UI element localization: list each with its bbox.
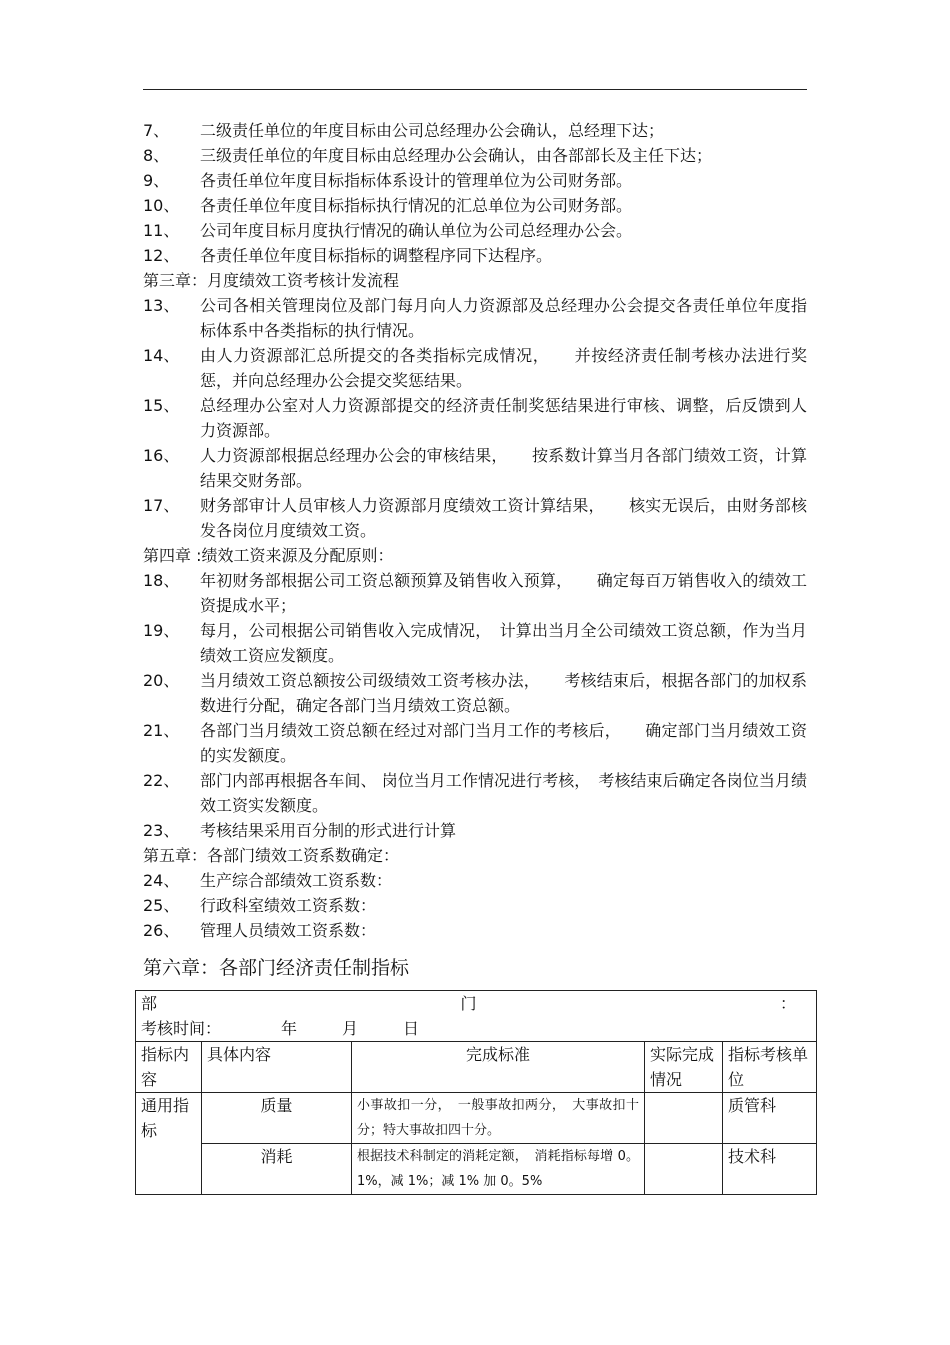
list-item xyxy=(143,868,807,893)
header-rule xyxy=(143,89,807,90)
day-label: 日 xyxy=(403,1019,420,1038)
list-item xyxy=(143,893,807,918)
item-number: 21、 xyxy=(143,721,180,740)
item-text: 人力资源部根据总经理办公会的审核结果， 按系数计算当月各部门绩效工资，计算结果交财务部。 xyxy=(200,446,807,490)
item-text: 各责任单位年度目标指标的调整程序同下达程序。 xyxy=(200,246,553,265)
item-number: 12、 xyxy=(143,246,180,265)
year-label: 年 xyxy=(281,1019,298,1038)
item-text: 各责任单位年度目标指标体系设计的管理单位为公司财务部。 xyxy=(200,171,633,190)
col-header-actual: 实际完成情况 xyxy=(645,1042,723,1093)
item-text: 行政科室绩效工资系数： xyxy=(200,896,377,915)
item-number: 15、 xyxy=(143,396,180,415)
item-text: 年初财务部根据公司工资总额预算及销售收入预算， 确定每百万销售收入的绩效工资提成水平； xyxy=(200,571,807,615)
chapter-4-heading: 第四章 :绩效工资来源及分配原则： xyxy=(143,546,394,565)
table-row xyxy=(136,1093,817,1144)
item-text: 三级责任单位的年度目标由总经理办公会确认，由各部部长及主任下达； xyxy=(200,146,713,165)
list-item xyxy=(143,343,807,393)
item-number: 11、 xyxy=(143,221,180,240)
item-number: 26、 xyxy=(143,921,180,940)
time-line xyxy=(141,1016,811,1041)
list-item xyxy=(143,818,807,843)
chapter-5-heading: 第五章：各部门绩效工资系数确定： xyxy=(143,846,400,865)
dept-time-cell xyxy=(136,991,817,1042)
chapter-3-heading: 第三章：月度绩效工资考核计发流程 xyxy=(143,271,400,290)
dept-line xyxy=(141,991,811,1016)
item-number: 17、 xyxy=(143,496,180,515)
chapter-6-heading: 第六章：各部门经济责任制指标 xyxy=(143,957,410,979)
list-item xyxy=(143,618,807,668)
item-number: 9、 xyxy=(143,171,170,190)
unit-cell: 技术科 xyxy=(723,1144,817,1195)
table-column-headers xyxy=(136,1042,817,1093)
item-number: 19、 xyxy=(143,621,180,640)
actual-cell[interactable] xyxy=(645,1144,723,1195)
list-item xyxy=(143,718,807,768)
col-header-standard: 完成标准 xyxy=(352,1042,645,1093)
item-number: 14、 xyxy=(143,346,180,365)
document-body xyxy=(143,118,807,943)
col-header-indicator: 指标内容 xyxy=(136,1042,202,1093)
item-text: 部门内部再根据各车间、 岗位当月工作情况进行考核， 考核结束后确定各岗位当月绩效工资实发额度。 xyxy=(200,771,807,815)
item-text: 管理人员绩效工资系数： xyxy=(200,921,377,940)
item-number: 8、 xyxy=(143,146,170,165)
item-list-c xyxy=(143,568,807,843)
item-number: 20、 xyxy=(143,671,180,690)
item-text: 总经理办公室对人力资源部提交的经济责任制奖惩结果进行审核、调整，后反馈到人力资源部。 xyxy=(200,396,807,440)
item-text: 各部门当月绩效工资总额在经过对部门当月工作的考核后， 确定部门当月绩效工资的实发额度。 xyxy=(200,721,807,765)
unit-cell: 质管科 xyxy=(723,1093,817,1144)
standard-cell: 小事故扣一分， 一般事故扣两分， 大事故扣十分；特大事故扣四十分。 xyxy=(352,1093,645,1144)
content-cell: 质量 xyxy=(202,1093,352,1144)
list-item xyxy=(143,668,807,718)
dept-label-b: 门 xyxy=(460,994,477,1013)
item-number: 22、 xyxy=(143,771,180,790)
list-item xyxy=(143,168,807,193)
item-text: 每月，公司根据公司销售收入完成情况， 计算出当月全公司绩效工资总额，作为当月绩效工资应发额度。 xyxy=(200,621,807,665)
group-cell: 通用指标 xyxy=(136,1093,202,1195)
item-text: 当月绩效工资总额按公司级绩效工资考核办法， 考核结束后，根据各部门的加权系数进行分配，确定各部门当月绩效工资总额。 xyxy=(200,671,807,715)
item-number: 7、 xyxy=(143,121,170,140)
item-number: 13、 xyxy=(143,296,180,315)
list-item xyxy=(143,118,807,143)
item-number: 10、 xyxy=(143,196,180,215)
list-item xyxy=(143,293,807,343)
item-text: 各责任单位年度目标指标执行情况的汇总单位为公司财务部。 xyxy=(200,196,633,215)
item-text: 由人力资源部汇总所提交的各类指标完成情况， 并按经济责任制考核办法进行奖惩，并向总经理办公会提交奖惩结果。 xyxy=(200,346,807,390)
list-item xyxy=(143,143,807,168)
item-text: 考核结果采用百分制的形式进行计算 xyxy=(200,821,457,840)
list-item xyxy=(143,918,807,943)
standard-cell: 根据技术科制定的消耗定额， 消耗指标每增 0。1%，减 1%；减 1% 加 0。5% xyxy=(352,1144,645,1195)
item-number: 18、 xyxy=(143,571,180,590)
list-item xyxy=(143,218,807,243)
item-text: 财务部审计人员审核人力资源部月度绩效工资计算结果， 核实无误后，由财务部核发各岗位月度绩效工资。 xyxy=(200,496,807,540)
dept-label-c: ： xyxy=(779,994,796,1013)
list-item xyxy=(143,568,807,618)
col-header-content: 具体内容 xyxy=(202,1042,352,1093)
item-text: 公司年度目标月度执行情况的确认单位为公司总经理办公会。 xyxy=(200,221,633,240)
item-list-b xyxy=(143,293,807,543)
item-text: 公司各相关管理岗位及部门每月向人力资源部及总经理办公会提交各责任单位年度指标体系中各类指标的执行情况。 xyxy=(200,296,807,340)
dept-label-a: 部 xyxy=(141,994,158,1013)
col-header-unit: 指标考核单位 xyxy=(723,1042,817,1093)
item-text: 生产综合部绩效工资系数： xyxy=(200,871,393,890)
item-number: 16、 xyxy=(143,446,180,465)
actual-cell[interactable] xyxy=(645,1093,723,1144)
list-item xyxy=(143,393,807,443)
table-header-row xyxy=(136,991,817,1042)
item-number: 25、 xyxy=(143,896,180,915)
list-item xyxy=(143,493,807,543)
table-row xyxy=(136,1144,817,1195)
item-number: 23、 xyxy=(143,821,180,840)
responsibility-table xyxy=(135,990,817,1195)
item-list-a xyxy=(143,118,807,268)
item-number: 24、 xyxy=(143,871,180,890)
list-item xyxy=(143,443,807,493)
month-label: 月 xyxy=(342,1019,359,1038)
item-list-d xyxy=(143,868,807,943)
list-item xyxy=(143,768,807,818)
time-label: 考核时间： xyxy=(141,1019,222,1038)
item-text: 二级责任单位的年度目标由公司总经理办公会确认，总经理下达； xyxy=(200,121,665,140)
content-cell: 消耗 xyxy=(202,1144,352,1195)
list-item xyxy=(143,243,807,268)
list-item xyxy=(143,193,807,218)
